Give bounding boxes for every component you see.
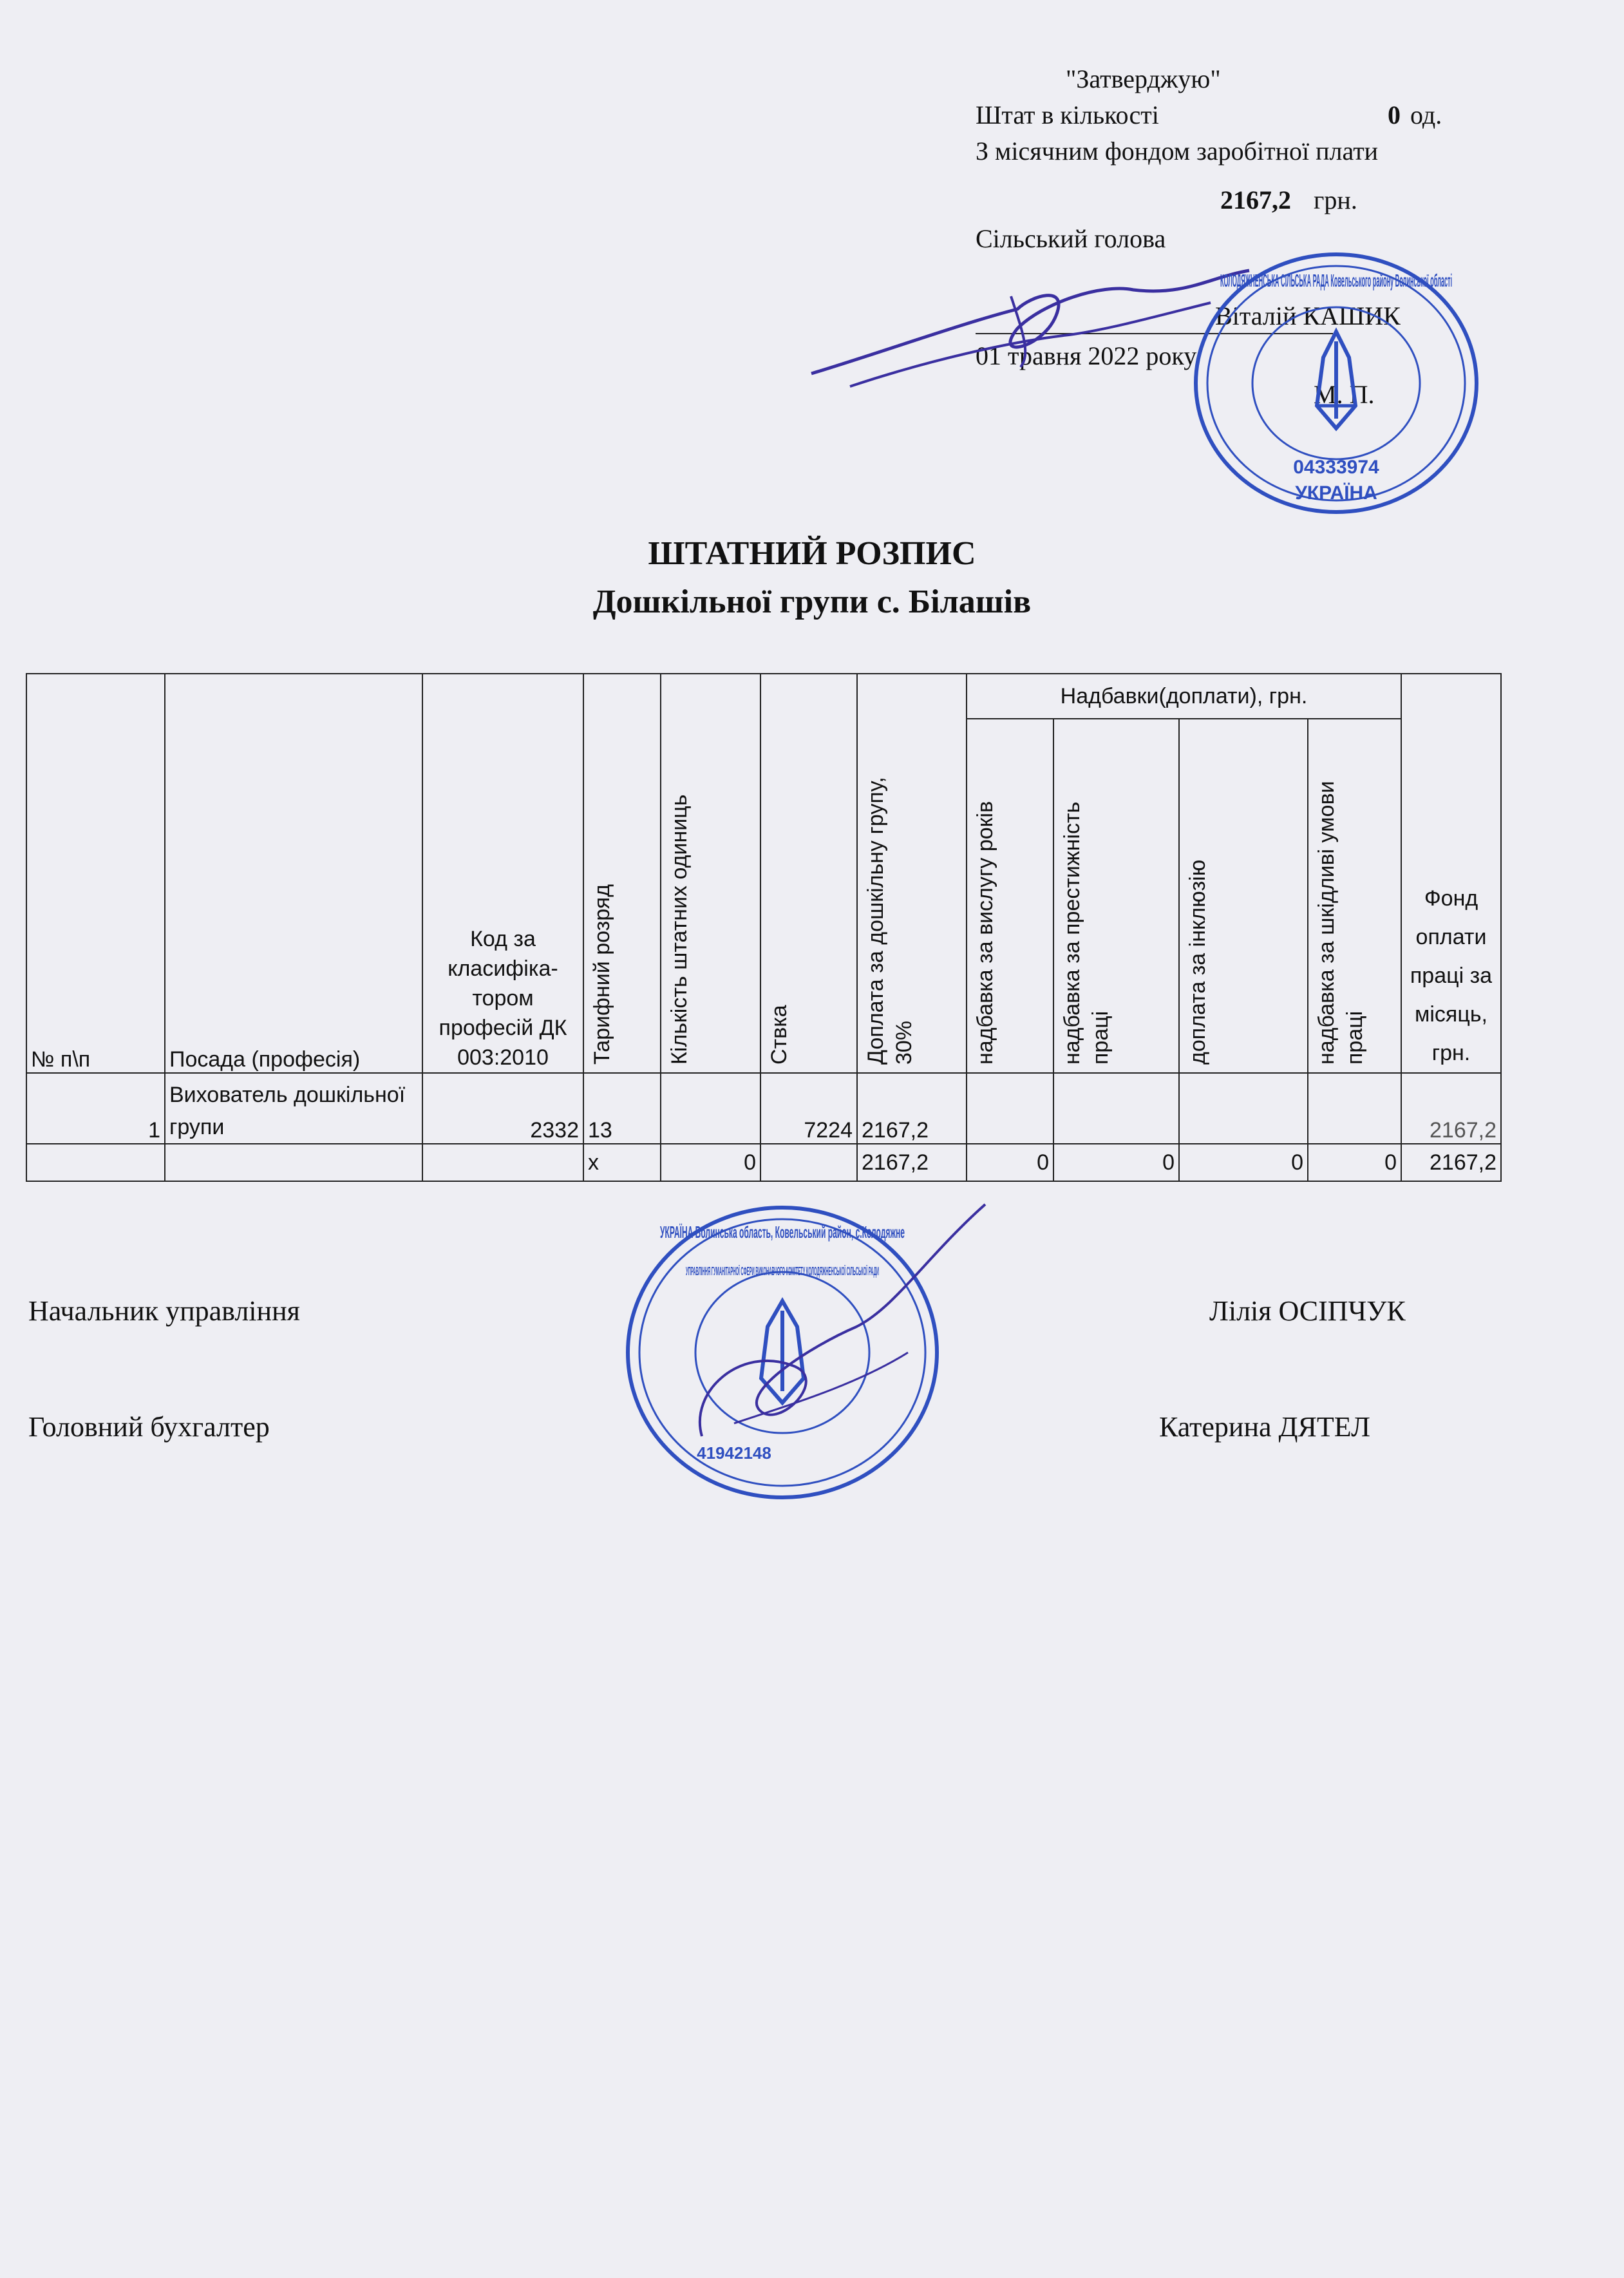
total-num: [26, 1144, 165, 1181]
row-units: [661, 1073, 760, 1144]
document-subtitle: Дошкільної групи с. Білашів: [592, 584, 1032, 620]
row-position: Вихователь дошкільної групи: [165, 1073, 422, 1144]
staff-count-unit: од.: [1410, 100, 1442, 129]
accountant-name: Катерина ДЯТЕЛ: [1159, 1411, 1370, 1443]
col-grade-header: Тарифний розряд: [583, 674, 661, 1073]
total-position: [165, 1144, 422, 1181]
total-row: [26, 1144, 1501, 1181]
approve-label: "Затверджую": [1066, 64, 1221, 93]
col-inclusion-header: доплата за інклюзію: [1179, 719, 1308, 1073]
total-preschool: 2167,2: [857, 1144, 967, 1181]
fund-value: 2167,2: [1220, 185, 1291, 214]
head-dept-title: Начальник управління: [28, 1295, 300, 1327]
col-rate-header: Ствка: [760, 674, 857, 1073]
total-units: 0: [661, 1144, 760, 1181]
staff-count-label: Штат в кількості: [976, 100, 1159, 129]
header-row-1: [26, 674, 1501, 719]
total-code: [422, 1144, 583, 1181]
fund-label: З місячним фондом заробітної плати: [976, 137, 1379, 166]
fund-unit: грн.: [1314, 185, 1357, 214]
row-code: 2332: [422, 1073, 583, 1144]
row-preschool: 2167,2: [857, 1073, 967, 1144]
bottom-stamp-inner: УПРАВЛІННЯ ГУМАНІТАРНОЇ СФЕРИ ВИКОНАВЧОГО КОМІТЕТУ КОЛОДЯЖНЕНСЬКОЇ СІЛЬСЬКОЇ РАДИ: [686, 1265, 879, 1278]
bottom-stamp-code: 41942148: [697, 1443, 771, 1463]
col-seniority-header: надбавка за вислугу років: [967, 719, 1053, 1073]
top-stamp-text: КОЛОДЯЖНЕНСЬКА СІЛЬСЬКА РАДА Ковельського району Волинської області: [1220, 271, 1452, 290]
top-stamp-country: УКРАЇНА: [1295, 482, 1377, 504]
row-fund: 2167,2: [1401, 1073, 1501, 1144]
bottom-stamp-text: УКРАЇНА Волинська область, Ковельський район, с.Колодяжне: [660, 1222, 905, 1242]
row-grade: 13: [583, 1073, 661, 1144]
col-code-header: Код за класифіка-тором професій ДК 003:2010: [422, 674, 583, 1073]
col-units-header: Кількість штатних одиниць: [661, 674, 760, 1073]
col-allowances-header: Надбавки(доплати), грн.: [967, 674, 1401, 719]
dept-signature: [663, 1198, 998, 1468]
total-rate: [760, 1144, 857, 1181]
total-harmful: 0: [1308, 1144, 1401, 1181]
head-title: Сільський голова: [976, 224, 1166, 253]
total-inclusion: 0: [1179, 1144, 1308, 1181]
row-prestige: [1053, 1073, 1179, 1144]
total-fund: 2167,2: [1401, 1144, 1501, 1181]
col-preschool-header: Доплата за дошкільну групу, 30%: [857, 674, 967, 1073]
staff-count-value: 0: [1388, 100, 1401, 129]
top-stamp-code: 04333974: [1293, 457, 1379, 478]
col-num-header: № п\п: [26, 674, 165, 1073]
head-dept-name: Лілія ОСІПЧУК: [1209, 1295, 1406, 1327]
col-fund-header: Фонд оплати праці за місяць, грн.: [1401, 674, 1501, 1073]
row-seniority: [967, 1073, 1053, 1144]
col-prestige-header: надбавка за престижність праці: [1053, 719, 1179, 1073]
document-title: ШТАТНИЙ РОЗПИС: [648, 535, 976, 572]
total-grade: х: [583, 1144, 661, 1181]
total-seniority: 0: [967, 1144, 1053, 1181]
seal-place: М. П.: [1314, 380, 1375, 409]
row-num: 1: [26, 1073, 165, 1144]
row-rate: 7224: [760, 1073, 857, 1144]
row-harmful: [1308, 1073, 1401, 1144]
total-prestige: 0: [1053, 1144, 1179, 1181]
accountant-title: Головний бухгалтер: [28, 1411, 270, 1443]
village-council-stamp: [1185, 245, 1487, 522]
staff-table: [26, 673, 1502, 1182]
col-harmful-header: надбавка за шкідливі умови праці: [1308, 719, 1401, 1073]
col-position-header: Посада (професія): [165, 674, 422, 1073]
approval-date: 01 травня 2022 року: [976, 341, 1197, 370]
table-row: [26, 1073, 1501, 1144]
head-name: Віталій КАШИК: [1215, 301, 1401, 330]
row-inclusion: [1179, 1073, 1308, 1144]
